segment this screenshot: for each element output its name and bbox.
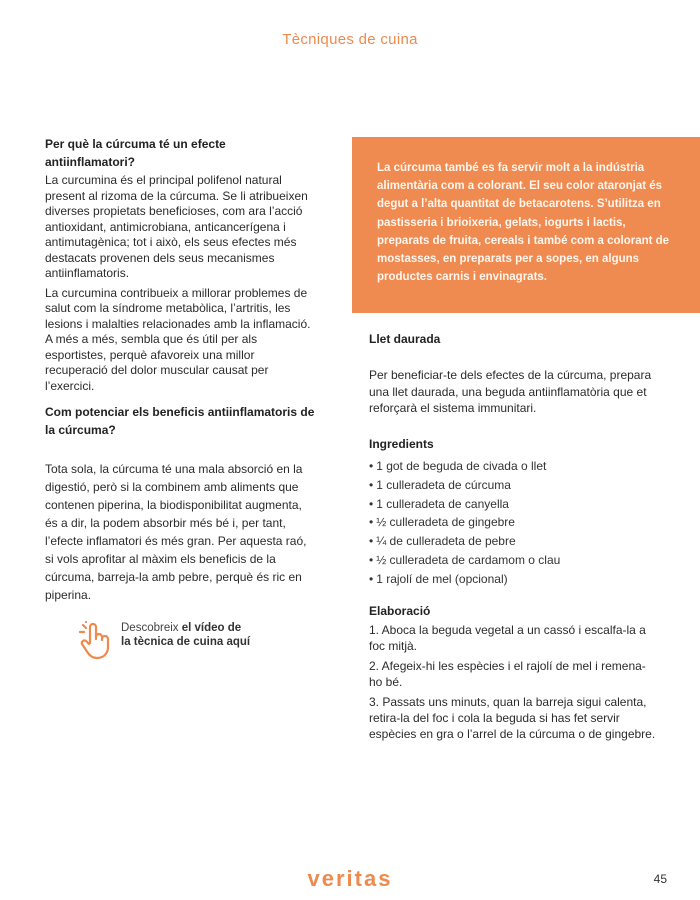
ingredient-text: ¼ de culleradeta de pebre [376, 534, 516, 549]
ingredient-text: 1 culleradeta de cúrcuma [376, 477, 511, 492]
bullet: • [369, 477, 374, 492]
left-column-section2 [45, 403, 317, 439]
step-item: 2. Afegeix-hi les espècies i el rajolí de mel i remena-ho bé. [369, 659, 646, 689]
paragraph-piperine: Tota sola, la cúrcuma té una mala absorció en la digestió, però si la combinem amb aliments que contenen piperina, la biodisponibilitat augmenta, és a dir, la podem absorbir més bé i, per tant, l’efecte inflamatori és més gran. Per aquesta raó, si vols aprofitar al màxim els beneficis de la cúrcuma, barreja-la amb pebre, perquè és ric en piperina. [45, 462, 307, 602]
ingredient-text: 1 got de beguda de civada o llet [376, 459, 547, 473]
heading-why-antiinflammatory: Per què la cúrcuma té un efecte antiinflamatori? [45, 137, 226, 169]
bullet: • [369, 515, 374, 530]
video-link-prefix: Descobreix [121, 622, 182, 634]
ingredients-block [369, 435, 659, 589]
ingredient-text: ½ culleradeta de cardamom o clau [376, 552, 561, 567]
pointing-hand-icon [78, 621, 114, 661]
ingredient-item [369, 570, 659, 589]
ingredients-title: Ingredients [369, 437, 434, 451]
veritas-logo: veritas [307, 866, 393, 888]
step-item: 3. Passats uns minuts, quan la barreja sigui calenta, retira-la del foc i cola la beguda si has fet servir espècies en gra o l’arrel de la cúrcuma o de gingebre. [369, 695, 656, 741]
steps-block [369, 602, 659, 746]
recipe-title: Llet daurada [369, 332, 441, 346]
bullet: • [369, 496, 374, 511]
heading-how-to-enhance: Com potenciar els beneficis antiinflamatoris de la cúrcuma? [45, 405, 315, 437]
ingredient-item [369, 513, 659, 532]
steps-title: Elaboració [369, 604, 431, 618]
bullet: • [369, 571, 374, 586]
video-link-bold: el vídeo de la tècnica de cuina aquí [121, 622, 251, 648]
bullet: • [369, 534, 374, 549]
recipe-intro: Per beneficiar-te dels efectes de la cúrcuma, prepara una llet daurada, una beguda antiinflamatòria que et reforçarà el sistema immunitari. [369, 368, 652, 415]
left-column-section2-body [45, 460, 317, 604]
ingredient-text: 1 rajolí de mel (opcional) [376, 571, 508, 586]
paragraph-curcumin: La curcumina és el principal polifenol natural present al rizoma de la cúrcuma. Se li atribueixen diverses propietats beneficioses, com ara l’acció antioxidant, antimicrobiana, anticancerígena i antimutagènica; tot i això, els seus efectes més destacats provenen dels seus mecanismes antiinflamatoris. [45, 173, 308, 280]
left-column-body [45, 173, 317, 394]
step-item: 1. Aboca la beguda vegetal a un cassó i escalfa-la a foc mitjà. [369, 623, 646, 653]
ingredient-item [369, 476, 659, 495]
ingredient-item [369, 495, 659, 514]
ingredient-text: ½ culleradeta de gingebre [376, 515, 515, 530]
video-link[interactable] [78, 621, 251, 665]
ingredient-item [369, 532, 659, 551]
recipe-title-block [369, 330, 659, 348]
bullet: • [369, 552, 374, 567]
page-number: 45 [653, 872, 667, 886]
info-callout [352, 137, 700, 313]
left-column [45, 135, 317, 171]
bullet: • [369, 459, 374, 473]
ingredient-item [369, 457, 659, 476]
paragraph-health-benefits: La curcumina contribueix a millorar problemes de salut com la síndrome metabòlica, l’artritis, les lesions i malalties relacionades amb la inflamació. A més a més, sembla que és útil per als esportistes, perquè afavoreix una millor recuperació del dolor muscular causat per l’exercici. [45, 285, 311, 393]
recipe-intro-block [369, 367, 659, 417]
ingredients-list [369, 457, 659, 589]
steps-list [369, 622, 659, 742]
callout-text: La cúrcuma també es fa servir molt a la indústria alimentària com a colorant. El seu color ataronjat és degut a l’alta quantitat de betacarotens. S’utilitza en pastisseria i brioixeria, gelats, iogurts i lactis, preparats de fruita, cereals i també com a colorant de mostasses, en preparats per a sopes, en alguns productes carnis i envinagrats. [377, 162, 670, 284]
section-title: Tècniques de cuina [282, 31, 418, 48]
ingredient-item [369, 551, 659, 570]
video-link-text[interactable] [121, 622, 251, 649]
ingredient-text: 1 culleradeta de canyella [376, 496, 509, 511]
